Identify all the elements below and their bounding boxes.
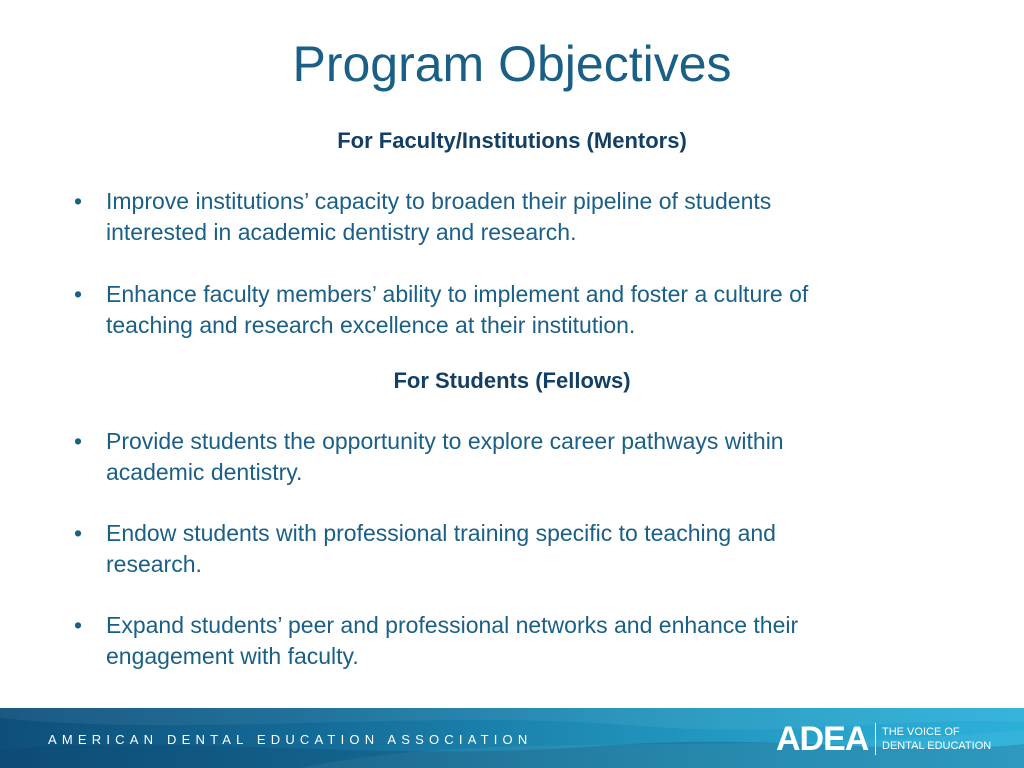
section-heading-fellows: For Students (Fellows): [393, 368, 631, 393]
bullet-text-line: engagement with faculty.: [106, 643, 359, 669]
bullet-text-line: Endow students with professional training specific to teaching and: [106, 520, 776, 546]
footer-organization-name: AMERICAN DENTAL EDUCATION ASSOCIATION: [48, 732, 533, 747]
bullet-text: [106, 186, 896, 248]
bullet-text: [106, 518, 896, 580]
bullet-text-line: academic dentistry.: [106, 459, 303, 485]
bullet-icon: •: [74, 281, 83, 307]
bullet-text: [106, 279, 896, 341]
section-heading-mentors: For Faculty/Institutions (Mentors): [337, 128, 687, 153]
bullet-text-line: research.: [106, 551, 202, 577]
bullet-text: [106, 610, 896, 672]
bullet-text-line: Provide students the opportunity to explore career pathways within: [106, 428, 784, 454]
logo-divider: [875, 723, 876, 755]
footer-band: [0, 708, 1024, 768]
logo-tagline-line: DENTAL EDUCATION: [882, 740, 992, 752]
bullet-text: [106, 426, 896, 488]
bullet-text-line: interested in academic dentistry and research.: [106, 219, 577, 245]
logo-tagline: [882, 725, 1012, 753]
bullet-text-line: Expand students’ peer and professional networks and enhance their: [106, 612, 799, 638]
bullet-icon: •: [74, 612, 83, 638]
bullet-icon: •: [74, 188, 83, 214]
bullet-icon: •: [74, 428, 83, 454]
bullet-text-line: Enhance faculty members’ ability to implement and foster a culture of: [106, 281, 809, 307]
bullet-text-line: teaching and research excellence at their institution.: [106, 312, 636, 338]
slide-title: Program Objectives: [292, 36, 732, 92]
bullet-text-line: Improve institutions’ capacity to broaden their pipeline of students: [106, 188, 772, 214]
bullet-icon: •: [74, 520, 83, 546]
logo-tagline-line: THE VOICE OF: [882, 726, 960, 738]
adea-logo-mark: ADEA: [776, 720, 869, 758]
